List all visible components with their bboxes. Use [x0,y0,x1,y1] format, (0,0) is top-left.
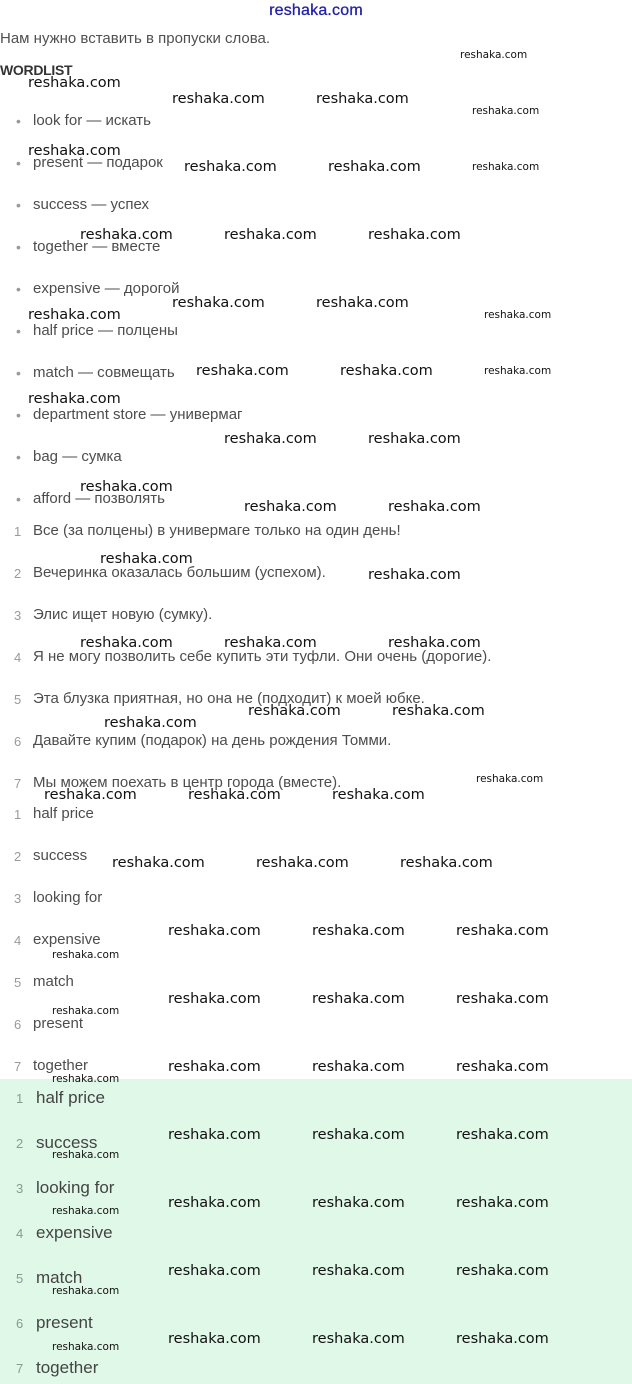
sentence-text: Вечеринка оказалась большим (успехом). [33,564,326,581]
watermark: reshaka.com [28,307,121,323]
sentence-text: Давайте купим (подарок) на день рождения Томми. [33,732,392,749]
watermark: reshaka.com [456,923,549,939]
answer-number: 4 [16,1226,24,1241]
watermark: reshaka.com [484,365,552,377]
sentence-number: 4 [14,650,22,665]
list-bullet: • [16,449,21,465]
intro-text: Нам нужно вставить в пропуски слова. [0,30,271,47]
watermark: reshaka.com [104,715,197,731]
answer-number: 3 [16,1181,24,1196]
sentence-text: Мы можем поехать в центр города (вместе). [33,774,342,791]
watermark: reshaka.com [172,295,265,311]
watermark: reshaka.com [196,363,289,379]
watermark: reshaka.com [168,1059,261,1075]
watermark: reshaka.com [456,1263,549,1279]
answer-text: looking for [33,889,103,906]
answer-text: match [33,973,74,990]
wordlist-item: afford — позволять [33,490,165,507]
answer-number: 3 [14,891,22,906]
watermark: reshaka.com [100,551,193,567]
sentence-text: Элис ищет новую (сумку). [33,606,213,623]
answer-text: together [36,1358,99,1377]
answer-text: half price [33,805,94,822]
answer-text: looking for [36,1178,115,1197]
list-bullet: • [16,323,21,339]
sentence-number: 1 [14,524,22,539]
watermark: reshaka.com [476,773,544,785]
watermark: reshaka.com [168,1195,261,1211]
watermark: reshaka.com [168,1263,261,1279]
list-bullet: • [16,113,21,129]
watermark: reshaka.com [328,159,421,175]
list-bullet: • [16,365,21,381]
watermark: reshaka.com [224,431,317,447]
watermark: reshaka.com [368,227,461,243]
watermark: reshaka.com [168,991,261,1007]
answer-number: 2 [16,1136,24,1151]
watermark: reshaka.com [224,227,317,243]
watermark: reshaka.com [312,1059,405,1075]
watermark: reshaka.com [52,1285,120,1297]
watermark: reshaka.com [80,635,173,651]
watermark: reshaka.com [28,75,121,91]
answer-number: 2 [14,849,22,864]
wordlist-item: match — совмещать [33,364,175,381]
watermark: reshaka.com [52,1073,120,1085]
list-bullet: • [16,155,21,171]
sentence-number: 5 [14,692,22,707]
list-bullet: • [16,491,21,507]
watermark: reshaka.com [312,923,405,939]
watermark: reshaka.com [28,143,121,159]
answer-number: 5 [14,975,22,990]
watermark: reshaka.com [244,499,337,515]
answer-number: 5 [16,1271,24,1286]
list-bullet: • [16,197,21,213]
wordlist-item: half price — полцены [33,322,178,339]
watermark: reshaka.com [52,1341,120,1353]
watermark: reshaka.com [456,991,549,1007]
watermark: reshaka.com [52,1205,120,1217]
watermark: reshaka.com [80,479,173,495]
watermark: reshaka.com [388,635,481,651]
watermark: reshaka.com [168,923,261,939]
watermark: reshaka.com [388,499,481,515]
answer-number: 4 [14,933,22,948]
watermark: reshaka.com [472,161,540,173]
sentence-number: 2 [14,566,22,581]
watermark: reshaka.com [168,1127,261,1143]
wordlist-item: expensive — дорогой [33,280,180,297]
answer-number: 6 [14,1017,22,1032]
sentence-number: 7 [14,776,22,791]
sentence-number: 3 [14,608,22,623]
answer-text: together [33,1057,89,1074]
watermark: reshaka.com [80,227,173,243]
answer-text: present [36,1313,93,1332]
answer-number: 7 [14,1059,22,1074]
watermark: reshaka.com [392,703,485,719]
watermark: reshaka.com [312,991,405,1007]
watermark: reshaka.com [460,49,528,61]
watermark: reshaka.com [172,91,265,107]
watermark: reshaka.com [456,1331,549,1347]
answer-text: half price [36,1088,105,1107]
watermark: reshaka.com [332,787,425,803]
watermark: reshaka.com [316,91,409,107]
list-bullet: • [16,281,21,297]
watermark: reshaka.com [472,105,540,117]
watermark: reshaka.com [188,787,281,803]
watermark: reshaka.com [52,1149,120,1161]
answer-text: success [33,847,88,864]
answer-text: expensive [33,931,101,948]
answer-text: present [33,1015,84,1032]
wordlist-item: together — вместе [33,238,161,255]
answer-number: 6 [16,1316,24,1331]
wordlist-item: success — успех [33,196,149,213]
watermark: reshaka.com [456,1059,549,1075]
watermark: reshaka.com [168,1331,261,1347]
watermark: reshaka.com [456,1195,549,1211]
watermark: reshaka.com [52,949,120,961]
watermark: reshaka.com [312,1263,405,1279]
list-bullet: • [16,407,21,423]
answer-text: expensive [36,1223,113,1242]
watermark: reshaka.com [316,295,409,311]
sentence-number: 6 [14,734,22,749]
watermark: reshaka.com [52,1005,120,1017]
watermark: reshaka.com [248,703,341,719]
watermark: reshaka.com [28,391,121,407]
wordlist-item: look for — искать [33,112,151,129]
sentence-text: Я не могу позволить себе купить эти туфли. Они очень (дорогие). [33,648,492,665]
sentence-text: Все (за полцены) в универмаге только на один день! [33,522,401,539]
answer-text: success [36,1133,98,1152]
answer-number: 1 [16,1091,24,1106]
watermark: reshaka.com [484,309,552,321]
watermark: reshaka.com [44,787,137,803]
list-bullet: • [16,239,21,255]
watermark: reshaka.com [456,1127,549,1143]
answer-number: 1 [14,807,22,822]
watermark: reshaka.com [184,159,277,175]
watermark: reshaka.com [400,855,493,871]
watermark: reshaka.com [340,363,433,379]
watermark: reshaka.com [256,855,349,871]
watermark: reshaka.com [368,567,461,583]
watermark: reshaka.com [112,855,205,871]
watermark: reshaka.com [368,431,461,447]
sentence-text: Эта блузка приятная, но она не (подходит) к моей юбке. [33,690,425,707]
site-header-link[interactable]: reshaka.com [269,2,363,19]
answer-text: match [36,1268,83,1287]
wordlist-item: present — подарок [33,154,163,171]
answer-number: 7 [16,1361,24,1376]
watermark: reshaka.com [224,635,317,651]
watermark: reshaka.com [312,1127,405,1143]
watermark: reshaka.com [312,1195,405,1211]
wordlist-item: bag — сумка [33,448,122,465]
watermark: reshaka.com [312,1331,405,1347]
wordlist-title: WORDLIST [0,62,73,78]
wordlist-item: department store — универмаг [33,406,243,423]
